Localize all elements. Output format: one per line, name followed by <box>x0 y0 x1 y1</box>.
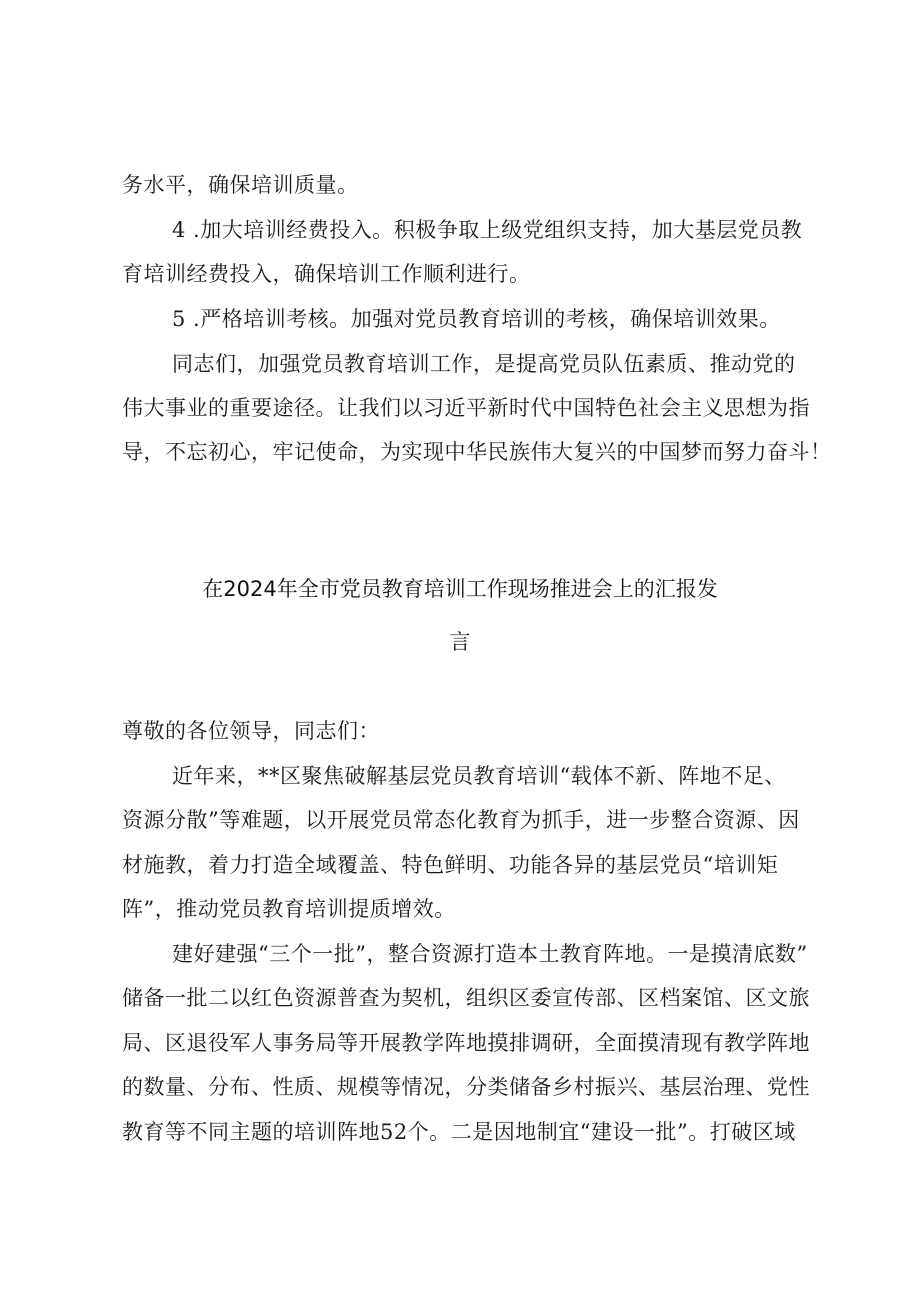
document-title-line-2: 言 <box>449 630 471 654</box>
paragraph-line: 局、区退役军人事务局等开展教学阵地摸排调研，全面摸清现有教学阵地 <box>122 1031 810 1055</box>
paragraph-line: 育培训经费投入，确保培训工作顺利进行。 <box>122 262 531 286</box>
paragraph-line: 教育等不同主题的培训阵地52个。二是因地制宜“建设一批”。打破区域 <box>122 1120 796 1144</box>
paragraph-line: 的数量、分布、性质、规模等情况，分类储备乡村振兴、基层治理、党性 <box>122 1075 810 1099</box>
paragraph-line: 务水平，确保培训质量。 <box>122 173 359 197</box>
paragraph-line: 建好建强“三个一批”，整合资源打造本土教育阵地。一是摸清底数” <box>172 942 808 966</box>
document-title-line-1: 在2024年全市党员教育培训工作现场推进会上的汇报发 <box>202 577 718 601</box>
paragraph-line: 同志们，加强党员教育培训工作，是提高党员队伍素质、推动党的 <box>172 352 796 376</box>
salutation: 尊敬的各位领导，同志们： <box>122 719 380 743</box>
paragraph-line: 伟大事业的重要途径。让我们以习近平新时代中国特色社会主义思想为指 <box>122 396 810 420</box>
paragraph-line: 导，不忘初心，牢记使命，为实现中华民族伟大复兴的中国梦而努力奋斗！ <box>122 440 832 464</box>
paragraph-line: 阵”，推动党员教育培训提质增效。 <box>122 897 456 921</box>
paragraph-line: 5 .严格培训考核。加强对党员教育培训的考核，确保培训效果。 <box>172 307 781 331</box>
paragraph-line: 资源分散”等难题，以开展党员常态化教育为抓手，进一步整合资源、因 <box>122 808 800 832</box>
paragraph-line: 储备一批二以红色资源普查为契机，组织区委宣传部、区档案馆、区文旅 <box>122 986 810 1010</box>
paragraph-line: 4 .加大培训经费投入。积极争取上级党组织支持，加大基层党员教 <box>172 218 803 242</box>
paragraph-line: 材施教，着力打造全域覆盖、特色鲜明、功能各异的基层党员“培训矩 <box>122 853 779 877</box>
paragraph-line: 近年来，**区聚焦破解基层党员教育培训“载体不新、阵地不足、 <box>172 764 786 788</box>
